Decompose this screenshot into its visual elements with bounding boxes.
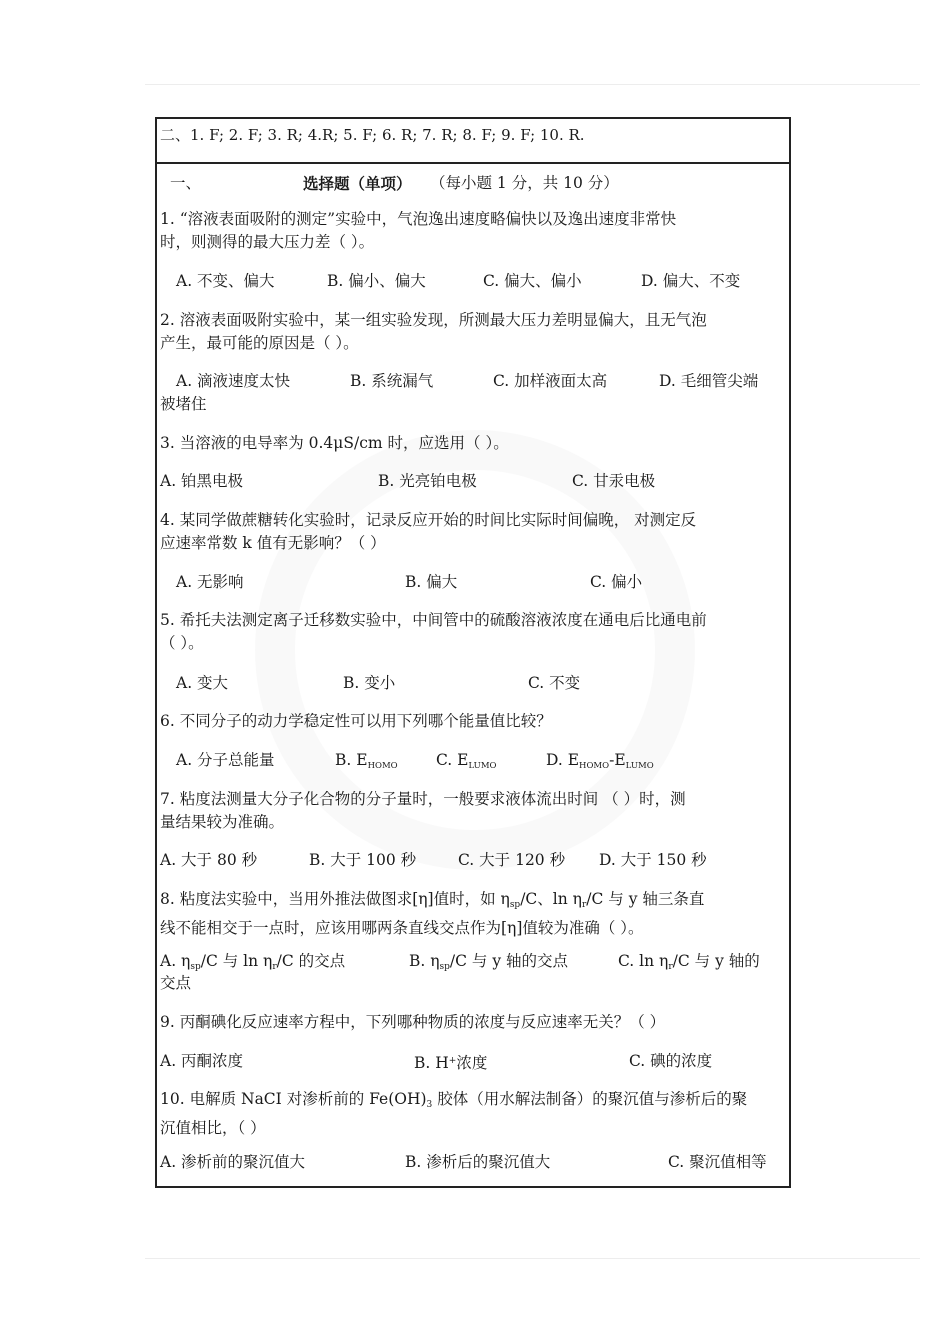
section-number: 一、: [170, 174, 202, 192]
question-1-line1: 1. “溶液表面吸附的测定”实验中，气泡逸出速度略偏快以及逸出速度非常快: [160, 210, 677, 228]
question-7-line1: 7. 粘度法测量大分子化合物的分子量时，一般要求液体流出时间 （ ）时，测: [160, 790, 686, 808]
question-8-line2: 线不能相交于一点时，应该用哪两条直线交点作为[η]值较为准确（ ）。: [160, 919, 644, 937]
question-10: [160, 1088, 788, 1140]
question-4-line2: 应速率常数 k 值有无影响？（ ）: [160, 534, 386, 552]
q10-option-b: B. 渗析后的聚沉值大: [405, 1153, 551, 1171]
question-10-line1: 10. 电解质 NaCI 对渗析前的 $Fe(OH)_3$ 胶体（用水解法制备）的聚沉值与渗析后的聚: [160, 1090, 748, 1110]
q6-option-b: B. EHOMO: [335, 751, 398, 771]
q5-option-b: B. 变小: [343, 674, 396, 692]
q8-option-b: B. $\eta_{sp}/C$ 与 y 轴的交点: [409, 952, 569, 972]
q8-option-c-cont: 交点: [160, 974, 192, 992]
question-10-line2: 沉值相比，（ ）: [160, 1119, 266, 1137]
q1-option-c: C. 偏大、偏小: [483, 272, 582, 290]
question-9: 9. 丙酮碘化反应速率方程中，下列哪种物质的浓度与反应速率无关？（ ）: [160, 1013, 666, 1031]
q5-option-c: C. 不变: [528, 674, 581, 692]
question-4: [160, 509, 788, 555]
q6-option-d: D. EHOMO-ELUMO: [546, 751, 654, 771]
question-5: [160, 609, 788, 655]
page-top-rule: [145, 84, 920, 85]
question-5-line2: （ ）。: [160, 634, 204, 652]
q8-option-a: A. $\eta_{sp}/C$ 与 $\ln \eta_r/C$ 的交点: [160, 952, 346, 972]
q4-option-a: A. 无影响: [176, 573, 244, 591]
q7-option-c: C. 大于 120 秒: [458, 851, 566, 869]
question-1-line2: 时，则测得的最大压力差（ ）。: [160, 233, 375, 251]
q10-option-a: A. 渗析前的聚沉值大: [160, 1153, 306, 1171]
question-5-line1: 5. 希托夫法测定离子迁移数实验中，中间管中的硫酸溶液浓度在通电后比通电前: [160, 611, 707, 629]
question-7: [160, 788, 788, 834]
q3-option-b: B. 光亮铂电极: [378, 472, 477, 490]
q10-option-c: C. 聚沉值相等: [668, 1153, 767, 1171]
question-8-line1: 8. 粘度法实验中，当用外推法做图求[η]值时，如 $\eta_{sp}/C$、$\ln \eta_r/C$ 与 y 轴三条直: [160, 890, 705, 910]
q7-option-a: A. 大于 80 秒: [160, 851, 258, 869]
section-note: （每小题 1 分，共 10 分）: [430, 174, 619, 192]
exam-box: [155, 117, 791, 1188]
q2-option-d: D. 毛细管尖端: [659, 372, 759, 390]
question-3: 3. 当溶液的电导率为 0.4μS/cm 时，应选用（ ）。: [160, 434, 509, 452]
question-2-line2: 产生，最可能的原因是（ ）。: [160, 334, 359, 352]
q6-option-c: C. ELUMO: [436, 751, 497, 771]
q3-option-a: A. 铂黑电极: [160, 472, 244, 490]
q1-option-b: B. 偏小、偏大: [327, 272, 426, 290]
page-bottom-rule: [145, 1258, 920, 1259]
q3-option-c: C. 甘汞电极: [572, 472, 656, 490]
q4-option-c: C. 偏小: [590, 573, 643, 591]
q7-option-b: B. 大于 100 秒: [309, 851, 417, 869]
question-2: [160, 309, 788, 355]
q9-option-c: C. 碘的浓度: [629, 1052, 713, 1070]
question-2-line1: 2. 溶液表面吸附实验中，某一组实验发现，所测最大压力差明显偏大，且无气泡: [160, 311, 707, 329]
q8-option-c: C. $\ln \eta_r/C$ 与 y 轴的: [618, 952, 760, 972]
q7-option-d: D. 大于 150 秒: [599, 851, 707, 869]
answer-key-row: 二、1. F; 2. F; 3. R; 4.R; 5. F; 6. R; 7. R; 8. F; 9. F; 10. R.: [157, 119, 789, 164]
q2-option-b: B. 系统漏气: [350, 372, 434, 390]
q6-option-a: A. 分子总能量: [176, 751, 275, 769]
question-8: [160, 888, 788, 940]
question-6: 6. 不同分子的动力学稳定性可以用下列哪个能量值比较？: [160, 712, 552, 730]
q2-option-a: A. 滴液速度太快: [176, 372, 291, 390]
section-title: 选择题（单项）: [303, 174, 412, 193]
q4-option-b: B. 偏大: [405, 573, 458, 591]
q5-option-a: A. 变大: [176, 674, 229, 692]
q1-option-a: A. 不变、偏大: [176, 272, 275, 290]
q9-option-a: A. 丙酮浓度: [160, 1052, 244, 1070]
question-7-line2: 量结果较为准确。: [160, 813, 285, 831]
question-4-line1: 4. 某同学做蔗糖转化实验时，记录反应开始的时间比实际时间偏晚， 对测定反: [160, 511, 697, 529]
question-1: [160, 208, 788, 254]
q9-option-b: B. H+浓度: [414, 1054, 488, 1072]
q1-option-d: D. 偏大、不变: [641, 272, 741, 290]
q2-option-d-cont: 被堵住: [160, 395, 207, 413]
q2-option-c: C. 加样液面太高: [493, 372, 608, 390]
